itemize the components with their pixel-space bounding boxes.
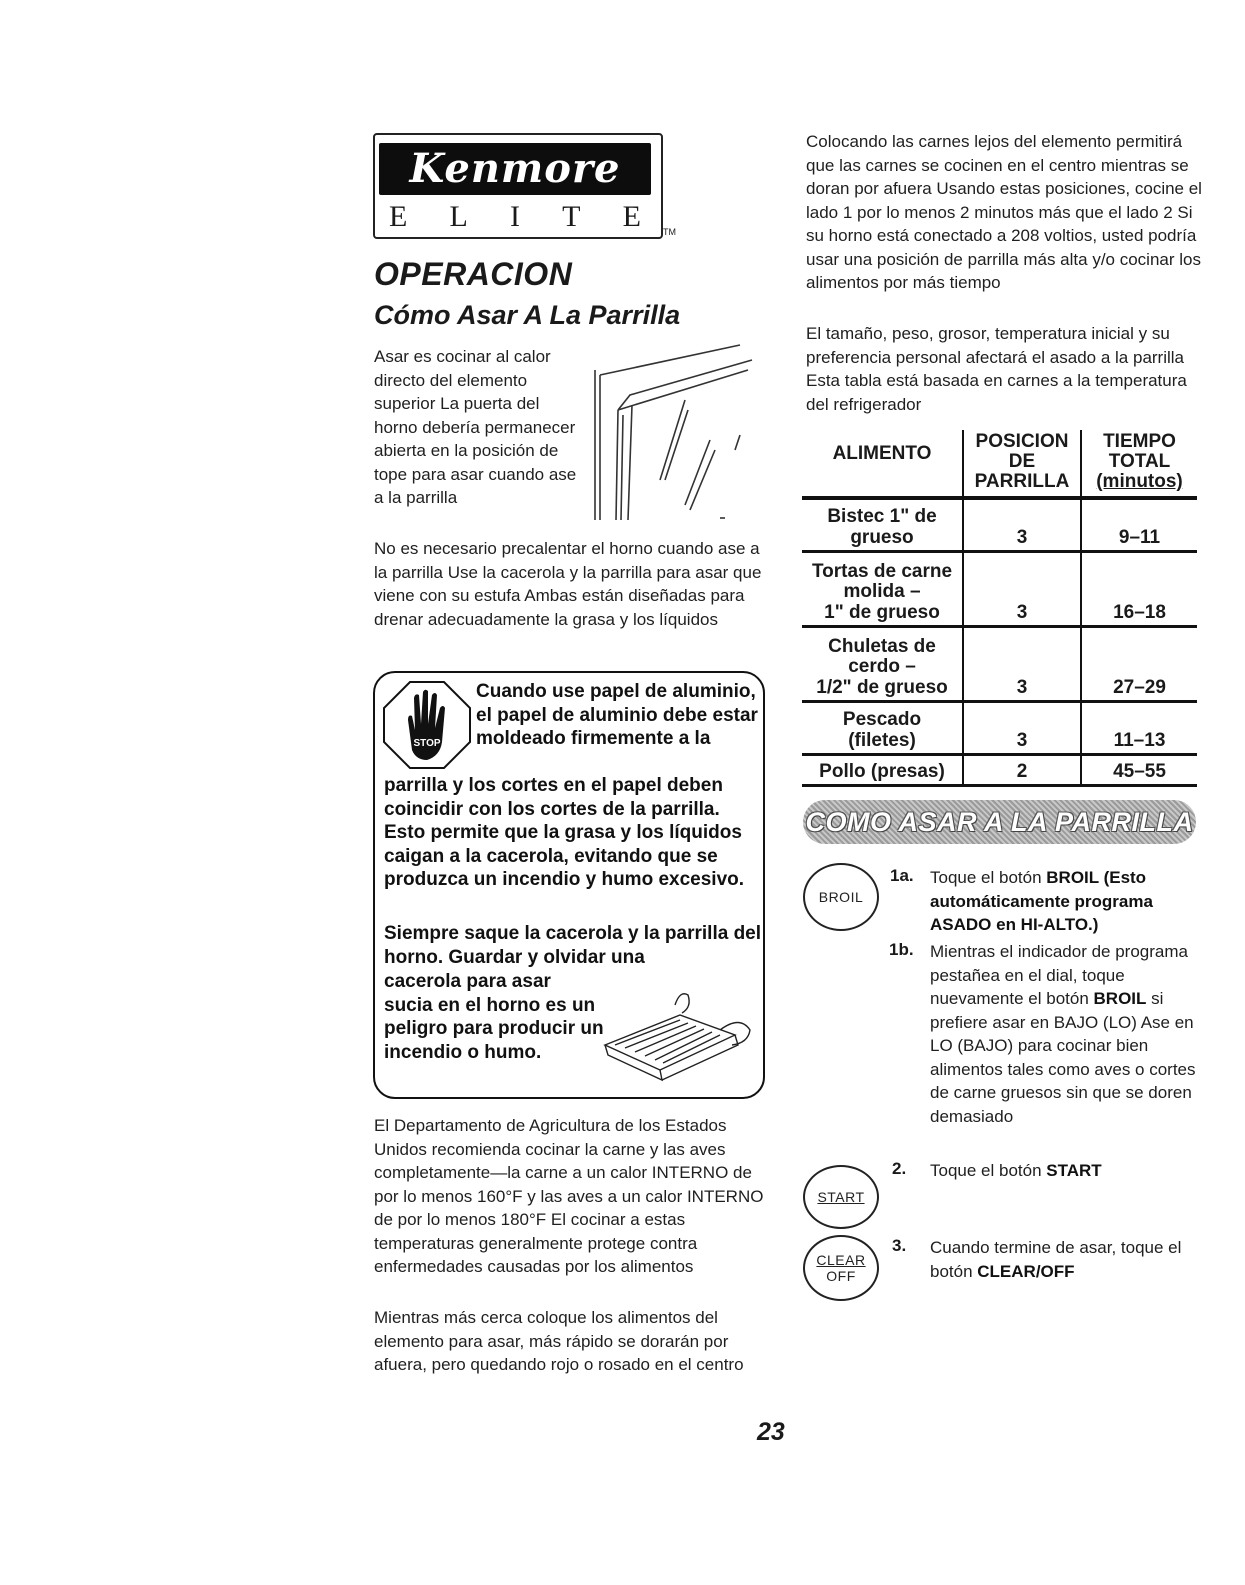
kenmore-elite-logo (373, 133, 676, 245)
stop-hand-icon (382, 680, 472, 770)
cell-time: 9–11 (1080, 500, 1197, 550)
step-1b-text (930, 940, 1200, 1128)
step-3-text (930, 1236, 1200, 1283)
clear-button-label: CLEAR (816, 1252, 866, 1268)
step-text-part: si prefiere asar en BAJO (LO) Ase en LO (BAJO) para cocinar bien alimentos tales como aves o cortes de carne gruesos sin que se doren demasiado (930, 989, 1196, 1126)
cell-food (802, 500, 962, 550)
cell-food-line: molida – (843, 581, 921, 602)
step-number: 1a. (890, 866, 914, 885)
step-2-text (930, 1159, 1200, 1183)
cell-food-line: Tortas de carne (811, 560, 953, 582)
step-text-bold: BROIL (1093, 989, 1147, 1008)
page-title: Cómo Asar A La Parrilla (374, 300, 681, 330)
cell-food-line: Bistec 1" de (827, 506, 937, 527)
cell-position: 3 (962, 628, 1080, 700)
cell-food-line: (filetes) (848, 729, 916, 751)
table-row (802, 628, 1197, 703)
cell-food-line: grueso (850, 526, 914, 548)
off-button-label: OFF (826, 1268, 856, 1284)
cell-food (802, 553, 962, 625)
stop-label: STOP (413, 738, 441, 749)
cell-food-line: cerdo – (848, 656, 916, 677)
section-heading: OPERACION (374, 256, 573, 292)
cell-food (802, 628, 962, 700)
step-1a-text (930, 866, 1200, 937)
table-header (802, 430, 1197, 500)
header-position-line: POSICION (975, 431, 1069, 452)
table-body (802, 500, 1197, 787)
table-intro-paragraph: El tamaño, peso, grosor, temperatura inicial y su preferencia personal afectará el asado a la parrilla Esta tabla está basada en carnes a la temperatura del refrigerador (806, 324, 1187, 414)
page-number: 23 (757, 1418, 785, 1446)
table-row (802, 756, 1197, 787)
cell-food-line: Chuletas de (828, 635, 936, 657)
cell-food (802, 756, 962, 784)
step-number: 2. (892, 1159, 907, 1178)
cell-position: 3 (962, 703, 1080, 753)
cell-time: 45–55 (1080, 756, 1197, 784)
broil-button-icon (803, 863, 879, 931)
step-number: 3. (892, 1236, 907, 1255)
usda-paragraph: El Departamento de Agricultura de los Estados Unidos recomienda cocinar la carne y las aves completamente—la carne a un calor INTERNO de por lo menos 160°F y las aves a un calor INTERNO de por lo menos 180°F El cocinar a estas temperaturas generalmente protege contra enfermedades causadas por los alimentos (374, 1116, 764, 1276)
logo-elite-letters (379, 199, 651, 235)
logo-letter: T (562, 200, 581, 233)
oven-door-illustration (590, 340, 765, 525)
header-time-line: (minutos) (1096, 471, 1183, 492)
header-time-line: TIEMPO (1103, 431, 1176, 452)
step-text-bold: CLEAR/OFF (977, 1261, 1075, 1281)
cell-food-line: 1/2" de grueso (816, 676, 948, 698)
header-food: ALIMENTO (832, 443, 932, 464)
step-text-part: Mientras el indicador de programa pestañea en el dial, toque nuevamente el botón (930, 942, 1188, 1008)
cell-time: 27–29 (1080, 628, 1197, 700)
cell-position: 3 (962, 553, 1080, 625)
logo-letter: E (389, 200, 408, 233)
trademark-mark: TM (663, 227, 676, 237)
logo-letter: I (510, 200, 520, 233)
warning-text-top: Cuando use papel de aluminio, el papel de aluminio debe estar moldeado firmemente a la (476, 681, 758, 749)
step-text-bold: BROIL (Esto automáticamente programa ASADO en HI-ALTO.) (930, 868, 1153, 934)
cell-food-line: 1" de grueso (824, 601, 940, 623)
step-text-part: Cuando termine de asar, toque el botón (930, 1238, 1182, 1281)
step-text-part: Toque el botón (930, 1161, 1047, 1180)
intro-paragraph: Asar es cocinar al calor directo del elemento superior La puerta del horno debería permanecer abierta en la posición de tope para asar cuando ase a la parrilla (374, 347, 577, 507)
logo-brand-text: Kenmore (409, 145, 621, 192)
step-text-part: Toque el botón (930, 868, 1047, 887)
cell-time: 11–13 (1080, 703, 1197, 753)
cell-position: 3 (962, 500, 1080, 550)
cell-food-line: Pescado (842, 709, 922, 730)
start-button-icon (803, 1165, 879, 1229)
header-position-line: PARRILLA (974, 471, 1070, 492)
section-banner (803, 800, 1196, 844)
meat-position-paragraph: Colocando las carnes lejos del elemento permitirá que las carnes se cocinen en el centro mientras se doran por afuera Usando estas posiciones, cocine el lado 1 por lo menos 2 minutos más que el lado 2 Si su horno está conectado a 208 voltios, usted podría usar una posición de parrilla más alta y/o cocinar los alimentos por más tiempo (806, 132, 1202, 292)
table-row (802, 500, 1197, 553)
clear-off-button-icon (803, 1235, 879, 1301)
cell-position: 2 (962, 756, 1080, 784)
cell-time: 16–18 (1080, 553, 1197, 625)
warning-text-bottom: parrilla y los cortes en el papel deben coincidir con los cortes de la parrilla. Esto permite que la grasa y los líquidos caigan a la cacerola, evitando que se produzca un incendio y humo excesivo. (384, 775, 745, 890)
warning-text-second-bottom: cacerola para asar sucia en el horno es un peligro para producir un incendio o humo. (384, 971, 604, 1063)
broil-button-label: BROIL (818, 889, 864, 905)
table-row (802, 703, 1197, 756)
cell-food (802, 703, 962, 753)
broiler-pan-illustration (600, 985, 755, 1085)
step-text-bold: START (1046, 1161, 1102, 1180)
distance-paragraph: Mientras más cerca coloque los alimentos del elemento para asar, más rápido se dorarán por afuera, pero quedando rojo o rosado en el centro (374, 1308, 744, 1374)
header-time-line: TOTAL (1108, 451, 1171, 472)
cell-food-line: Pollo (presas) (819, 760, 945, 782)
start-button-label: START (817, 1189, 865, 1205)
warning-text-second-top: Siempre saque la cacerola y la parrilla del horno. Guardar y olvidar una (384, 923, 762, 968)
banner-text: COMO ASAR A LA PARRILLA (805, 806, 1194, 837)
header-position (962, 430, 1080, 496)
preheat-paragraph: No es necesario precalentar el horno cuando ase a la parrilla Use la cacerola y la parrilla para asar que viene con su estufa Ambas están diseñadas para drenar adecuadamente la grasa y los líquidos (374, 539, 762, 629)
header-position-line: DE (1008, 451, 1036, 472)
header-time (1080, 430, 1197, 496)
broil-table (802, 430, 1197, 787)
table-row (802, 553, 1197, 628)
logo-letter: L (449, 200, 468, 233)
step-number: 1b. (889, 940, 914, 959)
logo-letter: E (622, 200, 641, 233)
